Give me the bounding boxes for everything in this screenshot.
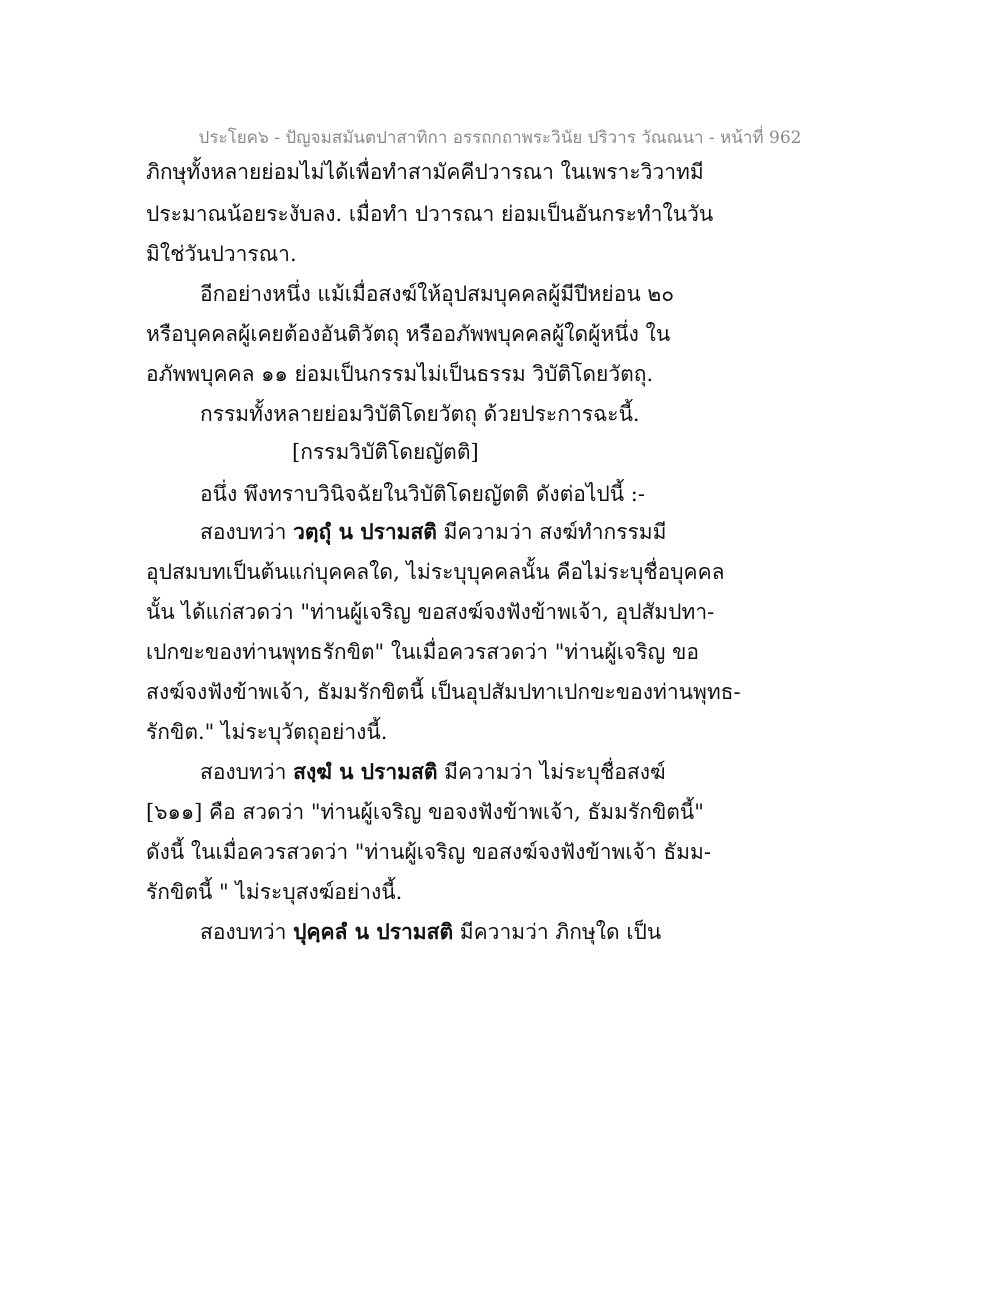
text-line: สงฆ์จงฟังข้าพเจ้า, ธัมมรักขิตนี้ เป็นอุปสัมปทาเปกขะของท่านพุทธ-	[146, 680, 741, 704]
text-line	[200, 758, 666, 786]
text-line: อุปสมบทเป็นต้นแก่บุคคลใด, ไม่ระบุบุคคลนั้น คือไม่ระบุชื่อบุคคล	[146, 560, 725, 584]
text-line: เปกขะของท่านพุทธรักขิต" ในเมื่อควรสวดว่า "ท่านผู้เจริญ ขอ	[146, 640, 700, 664]
text-line	[200, 518, 666, 546]
text-line: [๖๑๑] คือ สวดว่า "ท่านผู้เจริญ ขอจงฟังข้าพเจ้า, ธัมมรักขิตนี้"	[146, 800, 704, 824]
text-span: สองบทว่า	[200, 520, 294, 544]
text-span: สองบทว่า	[200, 920, 294, 944]
pali-term: ปุคฺคลํ น ปรามสติ	[293, 919, 454, 944]
text-line	[200, 918, 661, 946]
text-line: กรรมทั้งหลายย่อมวิบัติโดยวัตถุ ด้วยประการฉะนี้.	[200, 402, 640, 426]
text-span: มีความว่า ไม่ระบุชื่อสงฆ์	[437, 760, 666, 784]
text-line: ดังนี้ ในเมื่อควรสวดว่า "ท่านผู้เจริญ ขอสงฆ์จงฟังข้าพเจ้า ธัมม-	[146, 840, 711, 864]
text-line: รักขิตนี้ " ไม่ระบุสงฆ์อย่างนี้.	[146, 880, 403, 904]
text-line: มิใช่วันปวารณา.	[146, 242, 297, 266]
text-line: อภัพพบุคคล ๑๑ ย่อมเป็นกรรมไม่เป็นธรรม วิบัติโดยวัตถุ.	[146, 362, 654, 386]
text-line: อนึ่ง พึงทราบวินิจฉัยในวิบัติโดยญัตติ ดังต่อไปนี้ :-	[200, 482, 645, 506]
text-span: สองบทว่า	[200, 760, 294, 784]
text-span: มีความว่า ภิกษุใด เป็น	[453, 920, 662, 944]
text-line: ภิกษุทั้งหลายย่อมไม่ได้เพื่อทำสามัคคีปวารณา ในเพราะวิวาทมี	[146, 160, 704, 184]
page-header: ประโยค๖ - ปัญจมสมันตปาสาทิกา อรรถกถาพระวินัย ปริวาร วัณณนา - หน้าที่ 962	[198, 128, 802, 148]
section-heading: [กรรมวิบัติโดยญัตติ]	[292, 440, 479, 464]
text-span: มีความว่า สงฆ์ทำกรรมมี	[436, 520, 667, 544]
pali-term: วตฺถุํ น ปรามสติ	[293, 519, 437, 544]
text-line: นั้น ได้แก่สวดว่า "ท่านผู้เจริญ ขอสงฆ์จงฟังข้าพเจ้า, อุปสัมปทา-	[146, 600, 715, 624]
text-line: รักขิต." ไม่ระบุวัตถุอย่างนี้.	[146, 720, 388, 744]
text-line: หรือบุคคลผู้เคยต้องอันติวัตถุ หรืออภัพพบุคคลผู้ใดผู้หนึ่ง ใน	[146, 322, 671, 346]
text-line: อีกอย่างหนึ่ง แม้เมื่อสงฆ์ให้อุปสมบุคคลผู้มีปีหย่อน ๒๐	[200, 282, 675, 306]
text-line: ประมาณน้อยระงับลง. เมื่อทำ ปวารณา ย่อมเป็นอันกระทำในวัน	[146, 202, 714, 226]
pali-term: สงฺฆํ น ปรามสติ	[293, 759, 438, 784]
